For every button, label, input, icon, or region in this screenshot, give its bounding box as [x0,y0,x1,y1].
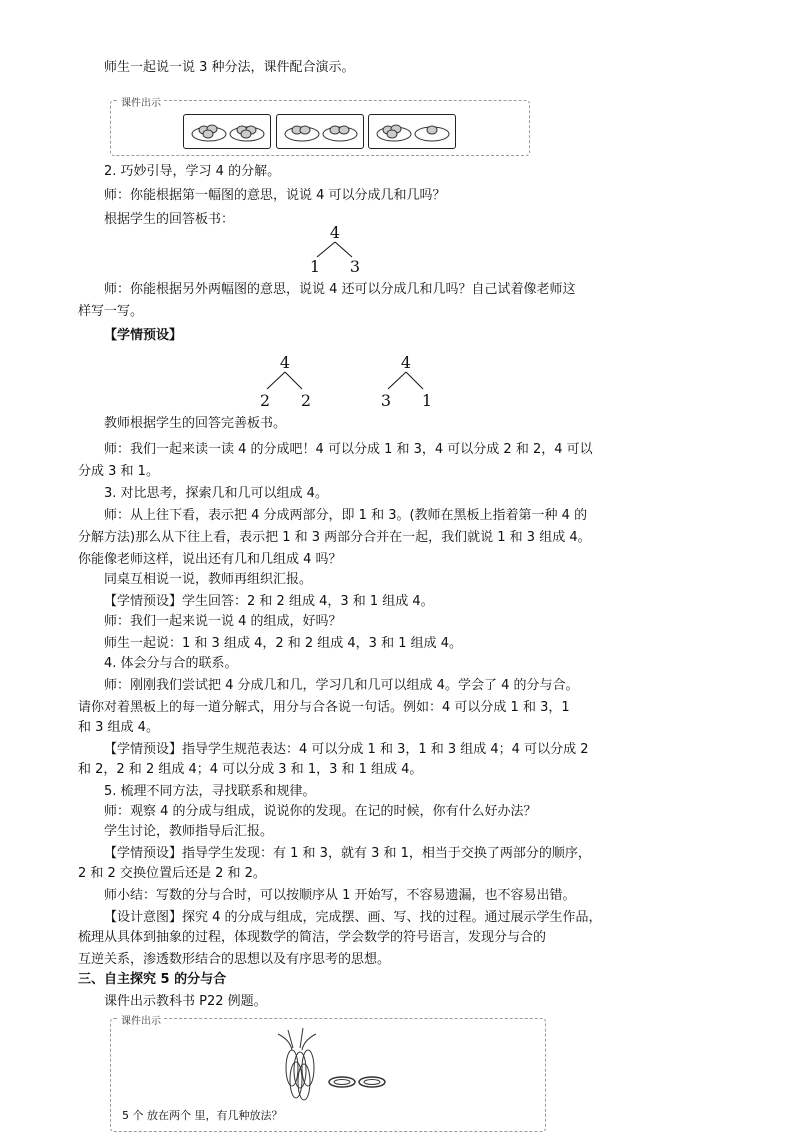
text-line: 师小结：写数的分与合时，可以按顺序从 1 开始写，不容易遗漏，也不容易出错。 [104,888,576,903]
text-line: 3. 对比思考，探索几和几可以组成 4。 [104,486,328,501]
decomposition-tree-3 [371,350,441,412]
tree-branch [335,242,352,257]
courseware-box-title: 课件出示 [118,1012,164,1027]
tree-branch [317,242,335,257]
text-line: 你能像老师这样，说出还有几和几组成 4 吗？ [78,552,342,567]
text-line: 根据学生的回答板书： [104,212,235,227]
peach-plates-image [277,115,363,148]
text-line: 师：你能根据第一幅图的意思，说说 4 可以分成几和几吗？ [104,188,446,203]
text-line: 【设计意图】探究 4 的分成与组成，完成摆、画、写、找的过程。通过展示学生作品， [104,910,602,925]
text-line: 分解方法)那么从下往上看，表示把 1 和 3 两部分合并在一起，我们就说 1 和 3 组成 4。 [78,530,591,545]
text-line: 和 2，2 和 2 组成 4；4 可以分成 3 和 1，3 和 1 组成 4。 [78,762,423,777]
text-line: 师：观察 4 的分成与组成，说说你的发现。在记的时候，你有什么好办法？ [104,804,537,819]
text-line: 教师根据学生的回答完善板书。 [104,416,287,431]
peach-plates-image [369,115,455,148]
text-line: 师：从上往下看，表示把 4 分成两部分，即 1 和 3。(教师在黑板上指着第一种 4 的 [104,508,588,523]
text-line: 【学情预设】学生回答：2 和 2 组成 4，3 和 1 组成 4。 [104,594,434,609]
text-line: 同桌互相说一说，教师再组织汇报。 [104,572,313,587]
text-line: 师生一起说一说 3 种分法，课件配合演示。 [104,60,355,75]
courseware-box-title: 课件出示 [118,94,164,109]
tree-branch [388,372,406,389]
tree-branch [285,372,302,389]
tree-right: 2 [300,391,312,410]
text-line: 2 和 2 交换位置后还是 2 和 2。 [78,866,266,881]
section-label: 【学情预设】 [104,328,183,343]
text-line: 【学情预设】指导学生规范表达：4 可以分成 1 和 3，1 和 3 组成 4；4 可以分成 2 [104,742,589,757]
tree-left: 3 [380,391,392,410]
text-line: 师：我们一起来说一说 4 的组成，好吗？ [104,614,342,629]
tree-top: 4 [279,353,291,372]
text-line: 2. 巧妙引导，学习 4 的分解。 [104,164,281,179]
text-line: 课件出示教科书 P22 例题。 [104,994,267,1009]
text-line: 梳理从具体到抽象的过程，体现数学的简洁，学会数学的符号语言，发现分与合的 [78,930,547,945]
decomposition-tree-1 [300,222,370,277]
tree-right: 1 [421,391,433,410]
tree-left: 2 [259,391,271,410]
corn-and-plates-image [258,1026,398,1106]
tree-top: 4 [329,223,341,242]
section-heading: 三、自主探究 5 的分与合 [78,972,227,987]
tree-top: 4 [400,353,412,372]
text-line: 师：刚刚我们尝试把 4 分成几和几，学习几和几可以组成 4。学会了 4 的分与合。 [104,678,579,693]
decomposition-tree-2 [250,350,320,412]
peach-plates-image [184,115,270,148]
tree-branch [406,372,423,389]
text-line: 和 3 组成 4。 [78,720,159,735]
text-line: 样写一写。 [78,304,144,319]
text-line: 5. 梳理不同方法，寻找联系和规律。 [104,784,316,799]
text-line: 师生一起说：1 和 3 组成 4，2 和 2 组成 4，3 和 1 组成 4。 [104,636,463,651]
image-card-2 [276,114,364,149]
text-line: 4. 体会分与合的联系。 [104,656,238,671]
tree-left: 1 [309,257,321,276]
text-line: 互逆关系，渗透数形结合的思想以及有序思考的思想。 [78,952,391,967]
text-line: 【学情预设】指导学生发现：有 1 和 3，就有 3 和 1，相当于交换了两部分的顺序， [104,846,591,861]
image-card-1 [183,114,271,149]
text-line: 师：你能根据另外两幅图的意思，说说 4 还可以分成几和几吗？自己试着像老师这 [104,282,576,297]
text-line: 分成 3 和 1。 [78,464,159,479]
text-line: 请你对着黑板上的每一道分解式，用分与合各说一句话。例如：4 可以分成 1 和 3，1 [78,700,570,715]
tree-right: 3 [349,257,361,276]
text-line: 学生讨论，教师指导后汇报。 [104,824,274,839]
example-caption: 5 个 放在两个 里，有几种放法？ [122,1109,283,1122]
text-line: 师：我们一起来读一读 4 的分成吧！4 可以分成 1 和 3，4 可以分成 2 和 2，4 可以 [104,442,593,457]
image-card-3 [368,114,456,149]
tree-branch [267,372,285,389]
